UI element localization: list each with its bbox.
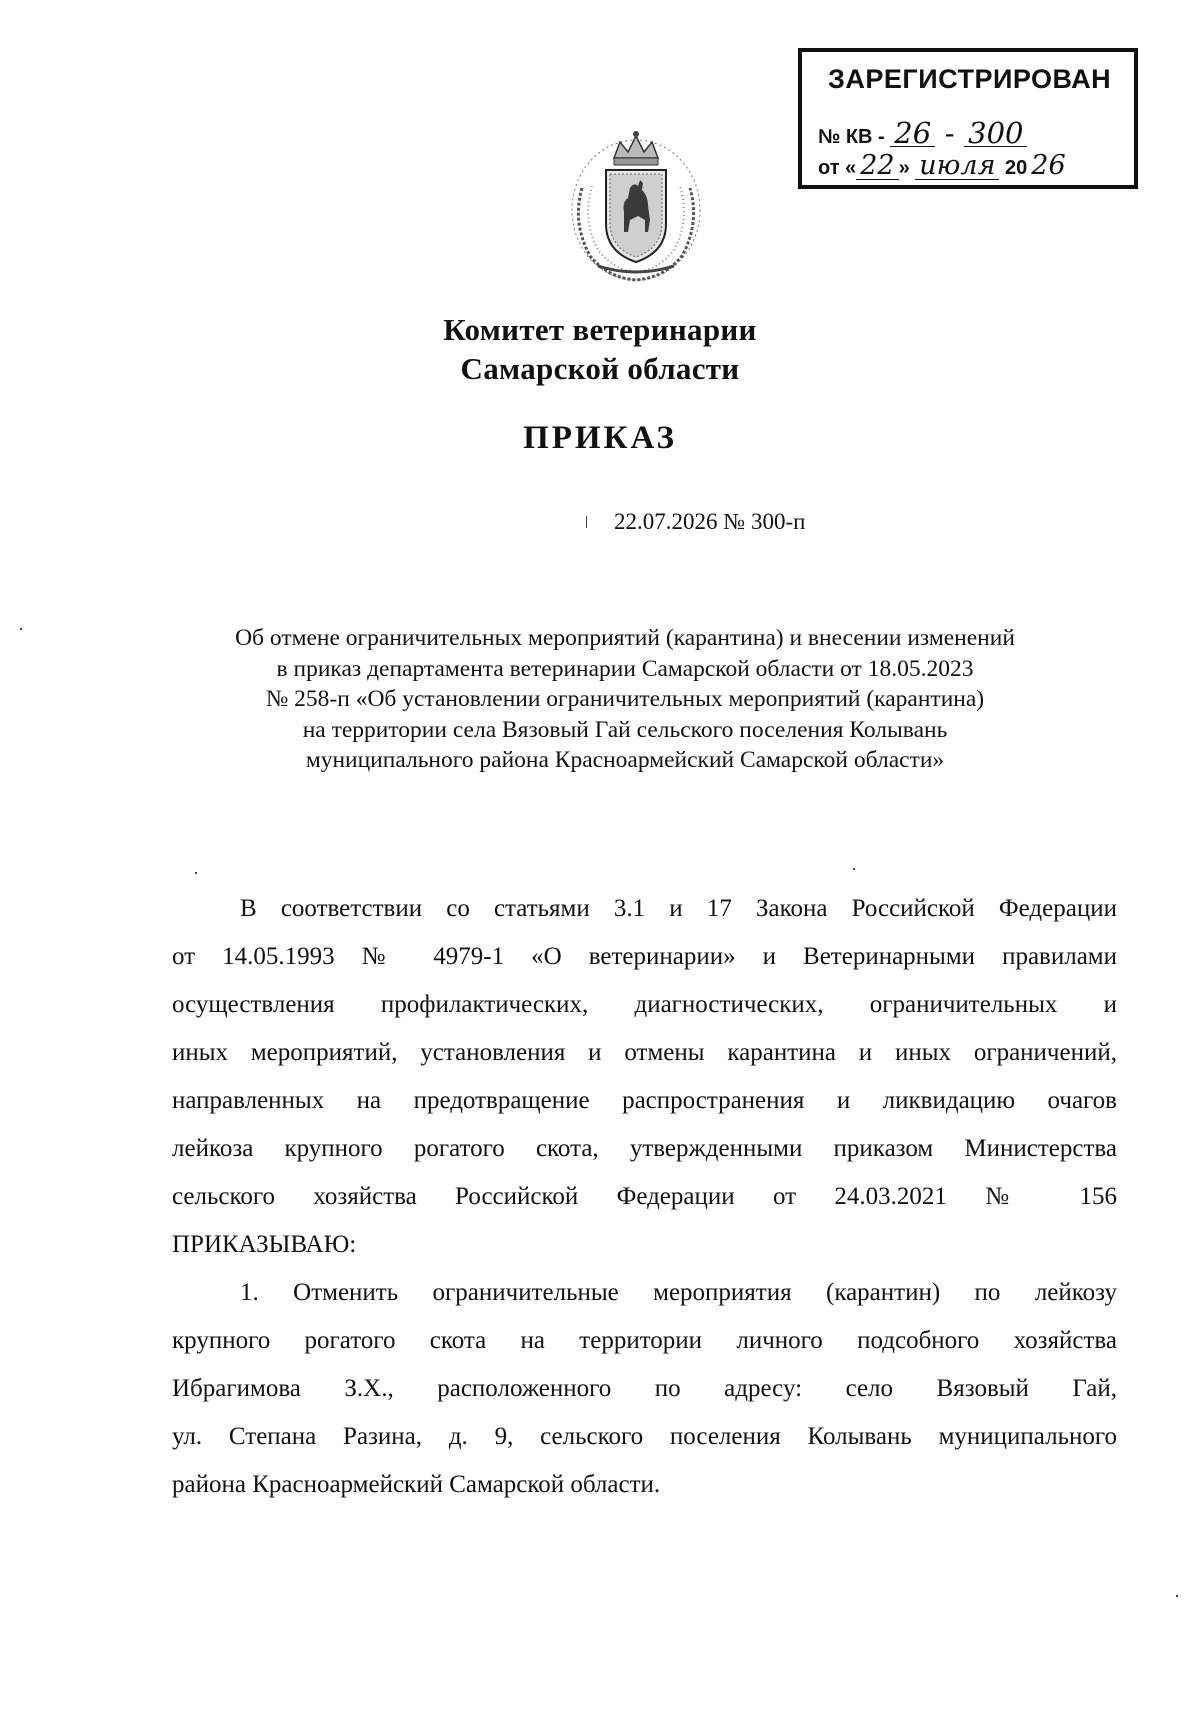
body-line: крупного рогатого скота на территории личного подсобного хозяйства	[172, 1327, 1117, 1354]
scan-speck	[586, 516, 587, 528]
org-name-line-1: Комитет ветеринарии	[443, 312, 757, 347]
scan-speck	[853, 868, 855, 870]
stamp-number-handwritten-1: 26	[890, 120, 935, 147]
stamp-date-month-handwritten: июля	[915, 153, 999, 180]
title-line: муниципального района Красноармейский Самарской области»	[305, 747, 945, 773]
stamp-date-year-handwritten: 26	[1031, 150, 1066, 181]
title-line: № 258-п «Об установлении ограничительных мероприятий (карантина)	[265, 686, 985, 712]
stamp-number-dash: -	[944, 116, 955, 150]
org-name-line-2: Самарской области	[460, 351, 740, 386]
title-line: в приказ департамента ветеринарии Самарской области от 18.05.2023	[276, 655, 974, 682]
coat-of-arms-icon	[568, 128, 704, 286]
title-line: на территории села Вязовый Гай сельского поселения Колывань	[302, 716, 948, 743]
body-line: иных мероприятий, установления и отмены карантина и иных ограничений,	[172, 1039, 1117, 1066]
body-line: лейкоза крупного рогатого скота, утвержденными приказом Министерства	[172, 1135, 1117, 1162]
stamp-date-prefix: от «	[818, 157, 857, 179]
body-line: ул. Степана Разина, д. 9, сельского поселения Колывань муниципального	[172, 1423, 1117, 1450]
body-line: от 14.05.1993 № 4979-1 «О ветеринарии» и Ветеринарными правилами	[172, 943, 1117, 970]
stamp-date-line	[818, 150, 1070, 181]
body-line: В соответствии со статьями 3.1 и 17 Закона Российской Федерации	[240, 895, 1117, 922]
body-line: Ибрагимова З.Х., расположенного по адресу: село Вязовый Гай,	[172, 1375, 1117, 1402]
document-title	[130, 623, 1120, 776]
body-line: сельского хозяйства Российской Федерации от 24.03.2021 № 156	[172, 1183, 1117, 1210]
body-line: направленных на предотвращение распространения и ликвидацию очагов	[172, 1087, 1117, 1114]
stamp-number-prefix: № КВ -	[818, 126, 885, 148]
stamp-number-handwritten-2: 300	[964, 120, 1027, 147]
stamp-date-day-handwritten: 22	[856, 153, 898, 180]
registration-stamp	[798, 48, 1138, 189]
body-line-order-verb: ПРИКАЗЫВАЮ:	[172, 1231, 357, 1258]
document-date-number: 22.07.2026 № 300-п	[614, 509, 806, 534]
title-line: Об отмене ограничительных мероприятий (карантина) и внесении изменений	[235, 625, 1015, 651]
document-body	[172, 885, 1117, 1509]
stamp-title: ЗАРЕГИСТРИРОВАН	[828, 64, 1112, 94]
body-line: 1. Отменить ограничительные мероприятия (карантин) по лейкозу	[240, 1279, 1117, 1306]
document-kind: ПРИКАЗ	[523, 420, 677, 456]
body-line: района Красноармейский Самарской области.	[172, 1471, 661, 1498]
body-line: осуществления профилактических, диагностических, ограничительных и	[172, 991, 1117, 1018]
scan-speck	[20, 628, 22, 630]
scan-speck	[195, 872, 197, 874]
stamp-date-mid: »	[898, 157, 910, 179]
scan-speck	[1176, 1595, 1178, 1597]
stamp-date-year-prefix: 20	[1005, 157, 1028, 179]
stamp-number-line	[818, 116, 1027, 150]
